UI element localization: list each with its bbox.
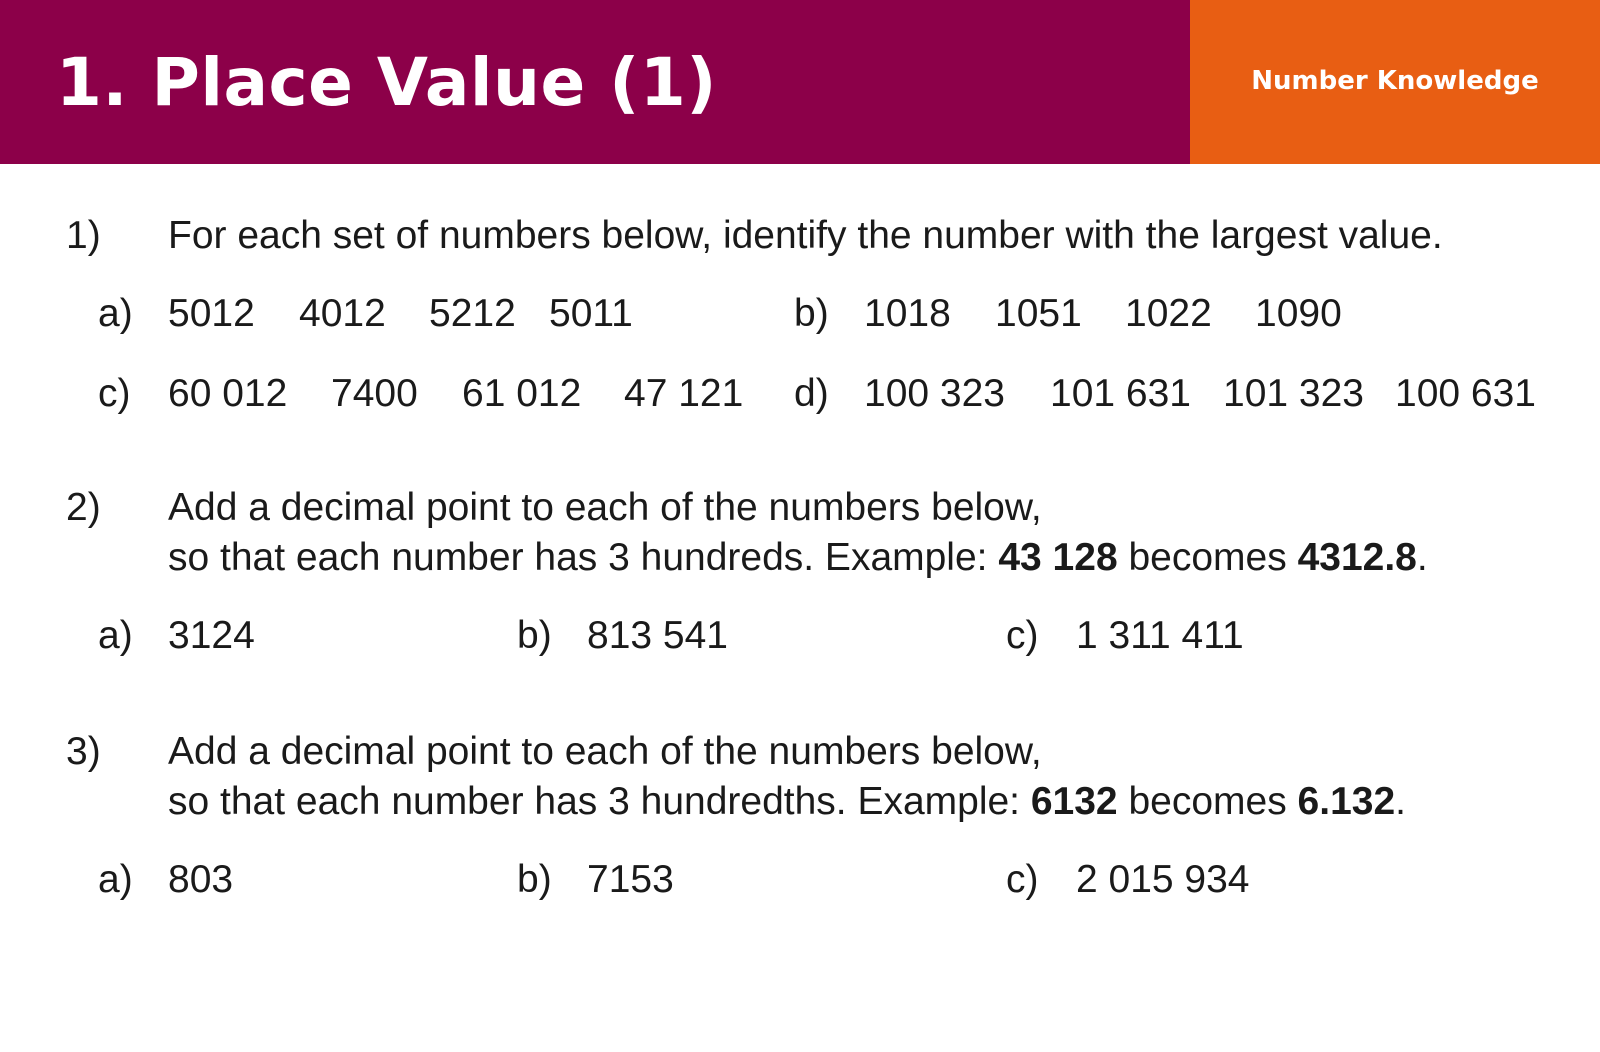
- q3-line-2-text: so that each number has 3 hundredths. Example:: [168, 780, 1031, 823]
- question-1-text: For each set of numbers below, identify the number with the largest value.: [168, 214, 1443, 257]
- q3-example-to: 6.132: [1297, 780, 1396, 823]
- q3-b-value: 7153: [587, 858, 674, 901]
- q3-part-c-label: c): [1006, 858, 1039, 901]
- q1-part-a-label: a): [98, 292, 133, 335]
- q1-part-b-label: b): [794, 292, 829, 335]
- q1-d-value: 101 323: [1223, 372, 1364, 415]
- q3-c-value: 2 015 934: [1076, 858, 1250, 901]
- q1-part-c-label: c): [98, 372, 131, 415]
- q1-d-value: 100 631: [1395, 372, 1536, 415]
- q1-b-value: 1022: [1125, 292, 1212, 335]
- q1-c-value: 60 012: [168, 372, 288, 415]
- q2-a-value: 3124: [168, 614, 255, 657]
- q1-c-value: 61 012: [462, 372, 582, 415]
- q1-c-value: 7400: [331, 372, 418, 415]
- q2-part-a-label: a): [98, 614, 133, 657]
- question-1-number: 1): [66, 214, 101, 257]
- question-3-line-2: [168, 780, 1406, 824]
- q2-c-value: 1 311 411: [1076, 614, 1244, 657]
- q1-a-value: 5212: [429, 292, 516, 335]
- q2-part-b-label: b): [517, 614, 552, 657]
- q2-part-c-label: c): [1006, 614, 1039, 657]
- q3-part-a-label: a): [98, 858, 133, 901]
- q1-b-value: 1018: [864, 292, 951, 335]
- q1-c-value: 47 121: [624, 372, 744, 415]
- q1-a-value: 4012: [299, 292, 386, 335]
- q3-example-mid: becomes: [1117, 780, 1298, 823]
- q1-part-d-label: d): [794, 372, 829, 415]
- q2-line-2-text: so that each number has 3 hundreds. Example:: [168, 536, 999, 579]
- q1-a-value: 5011: [549, 292, 633, 335]
- q1-d-value: 101 631: [1050, 372, 1191, 415]
- q2-example-from: 43 128: [998, 536, 1118, 579]
- q2-example-to: 4312.8: [1297, 536, 1417, 579]
- question-3-line-1: Add a decimal point to each of the numbers below,: [168, 730, 1042, 773]
- q2-example-end: .: [1416, 536, 1428, 579]
- question-3-number: 3): [66, 730, 101, 773]
- q3-a-value: 803: [168, 858, 234, 901]
- q2-example-mid: becomes: [1117, 536, 1298, 579]
- category-label: Number Knowledge: [1251, 66, 1539, 96]
- question-2-line-2: [168, 536, 1428, 580]
- page-title: 1. Place Value (1): [56, 43, 717, 121]
- question-2-number: 2): [66, 486, 101, 529]
- q1-d-value: 100 323: [864, 372, 1005, 415]
- question-2-line-1: Add a decimal point to each of the numbers below,: [168, 486, 1042, 529]
- q3-example-end: .: [1395, 780, 1406, 823]
- q3-part-b-label: b): [517, 858, 552, 901]
- q1-a-value: 5012: [168, 292, 255, 335]
- q1-b-value: 1090: [1255, 292, 1342, 335]
- q2-b-value: 813 541: [587, 614, 728, 657]
- q3-example-from: 6132: [1030, 780, 1118, 823]
- q1-b-value: 1051: [995, 292, 1082, 335]
